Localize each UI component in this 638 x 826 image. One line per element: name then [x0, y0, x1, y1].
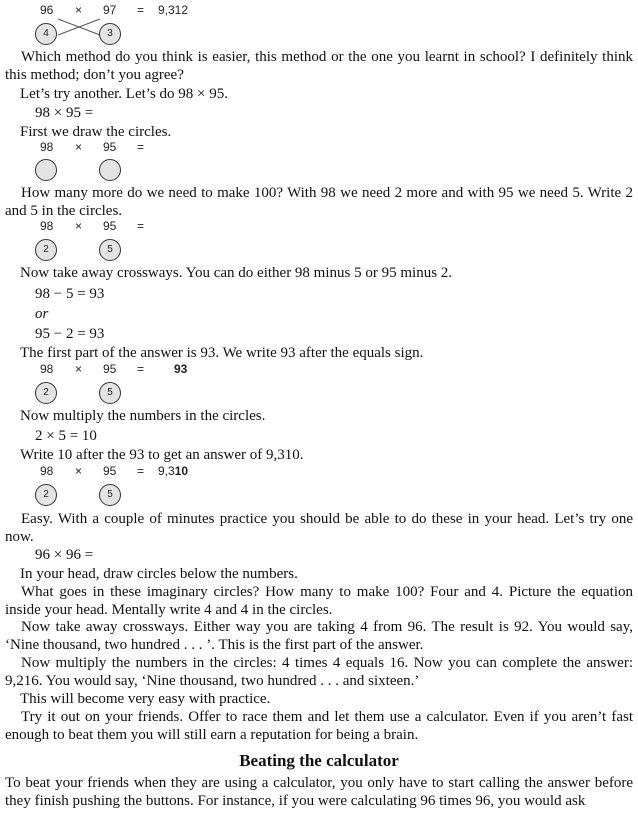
circle-right: 3	[99, 23, 121, 45]
paragraph-how-many: How many more do we need to make 100? With 98 we need 2 more and with 95 we need 5. Write 2 and 5 in the circles.	[5, 185, 633, 219]
paragraph-practice: This will become very easy with practice.	[20, 691, 271, 707]
equals-sign: =	[137, 140, 145, 154]
paragraph-take-away: Now take away crossways. You can do either 98 minus 5 or 95 minus 2.	[20, 265, 453, 281]
circle-left-empty	[35, 159, 57, 181]
paragraph-first-part: The first part of the answer is 93. We write 93 after the equals sign.	[20, 345, 424, 361]
result-second-part: 10	[174, 464, 189, 478]
circle-left: 4	[35, 23, 57, 45]
factor-a: 98	[40, 219, 54, 233]
circle-right: 5	[99, 239, 121, 261]
paragraph-take-away-2: Now take away crossways. Either way you are taking 4 from 96. The result is 92. You would say, ‘Nine thousand, two hundred . . . ’. This is the first part of the answer.	[5, 619, 633, 653]
equals-sign: =	[137, 464, 145, 478]
paragraph-multiply: Now multiply the numbers in the circles.	[20, 408, 266, 424]
paragraph-write-10: Write 10 after the 93 to get an answer of 9,310.	[20, 447, 304, 463]
result	[158, 464, 188, 478]
operator: ×	[75, 3, 83, 17]
result: 93	[174, 362, 188, 376]
operator: ×	[75, 464, 83, 478]
equation-text-2x5: 2 × 5 = 10	[35, 428, 97, 444]
paragraph-to-beat: To beat your friends when they are using a calculator, you only have to start calling the answer before they finish pushing the buttons. For instance, if you were calculating 96 times 96, you would ask	[5, 775, 633, 809]
paragraph-in-your-head: In your head, draw circles below the numbers.	[20, 566, 298, 582]
equation-text-98-minus-5: 98 − 5 = 93	[35, 286, 105, 302]
equals-sign: =	[137, 3, 145, 17]
paragraph-which-method: Which method do you think is easier, this method or the one you learnt in school? I definitely think this method; don’t you agree?	[5, 49, 633, 83]
equation-98x95-circles	[0, 219, 260, 265]
equals-sign: =	[137, 362, 145, 376]
paragraph-lets-try: Let’s try another. Let’s do 98 × 95.	[20, 86, 229, 102]
factor-b: 95	[103, 219, 117, 233]
section-heading: Beating the calculator	[239, 751, 399, 770]
factor-b: 95	[103, 140, 117, 154]
factor-b: 97	[103, 3, 117, 17]
result-first-part: 9,3	[158, 464, 175, 478]
result: 9,312	[158, 3, 189, 17]
circle-left: 2	[35, 484, 57, 506]
equation-text-or: or	[35, 306, 49, 322]
circle-right: 5	[99, 484, 121, 506]
factor-a: 98	[40, 362, 54, 376]
factor-a: 98	[40, 140, 54, 154]
paragraph-multiply-2: Now multiply the numbers in the circles: 4 times 4 equals 16. Now you can complete the answer: 9,216. You would say, ‘Nine thousand, two hundred . . . and sixteen.’	[5, 655, 633, 689]
circle-left: 2	[35, 239, 57, 261]
paragraph-try-it: Try it out on your friends. Offer to race them and let them use a calculator. Even if you aren’t fast enough to beat them you will still earn a reputation for being a brain.	[5, 709, 633, 743]
operator: ×	[75, 362, 83, 376]
equation-text-96x96: 96 × 96 =	[35, 547, 94, 563]
paragraph-first-draw: First we draw the circles.	[20, 124, 172, 140]
factor-a: 98	[40, 464, 54, 478]
equation-text-95-minus-2: 95 − 2 = 93	[35, 326, 105, 342]
factor-b: 95	[103, 464, 117, 478]
equation-96x97	[0, 3, 260, 49]
operator: ×	[75, 140, 83, 154]
equation-98x95-93	[0, 362, 260, 408]
equation-98x95-9310	[0, 464, 260, 510]
factor-b: 95	[103, 362, 117, 376]
factor-a: 96	[40, 3, 54, 17]
paragraph-what-goes: What goes in these imaginary circles? How many to make 100? Four and 4. Picture the equation inside your head. Mentally write 4 and 4 in the circles.	[5, 584, 633, 618]
operator: ×	[75, 219, 83, 233]
equation-text-98x95: 98 × 95 =	[35, 105, 94, 121]
equals-sign: =	[137, 219, 145, 233]
paragraph-easy: Easy. With a couple of minutes practice you should be able to do these in your head. Let’s try one now.	[5, 511, 633, 545]
equation-98x95-empty	[0, 140, 260, 186]
circle-right: 5	[99, 382, 121, 404]
circle-right-empty	[99, 159, 121, 181]
circle-left: 2	[35, 382, 57, 404]
